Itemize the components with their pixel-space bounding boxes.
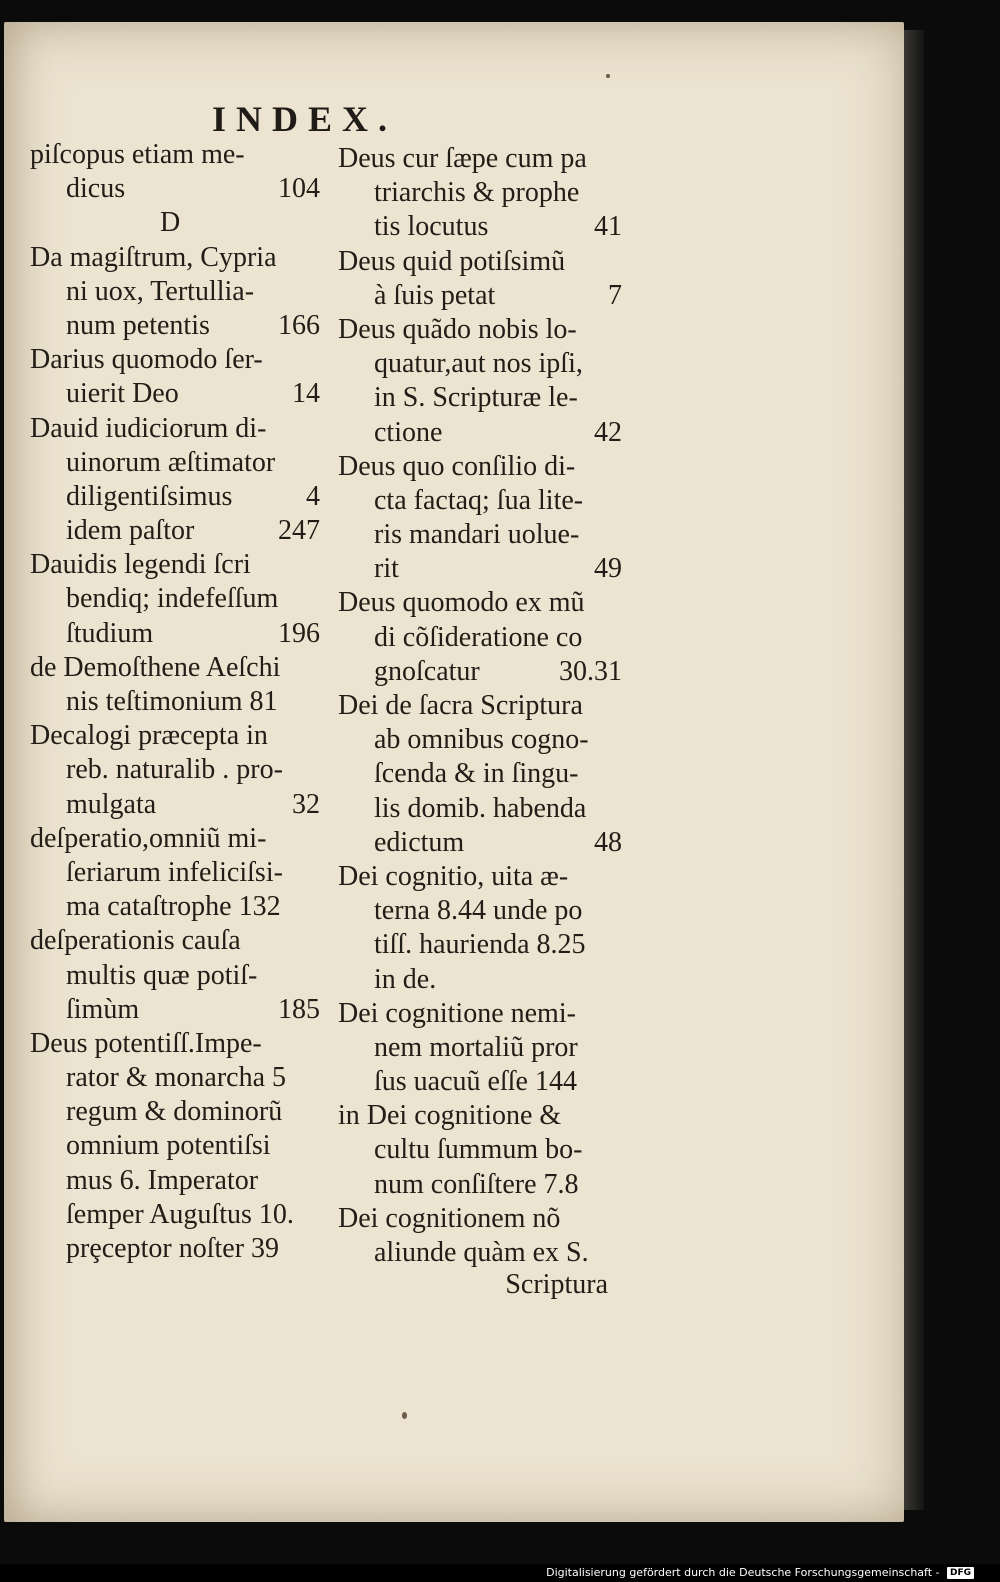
index-entry-line	[30, 241, 330, 275]
paper-speck	[402, 1412, 407, 1419]
entry-text: Deus cur ſæpe cum pa	[338, 143, 587, 174]
index-entry-line	[338, 552, 638, 586]
index-entry-line	[338, 997, 638, 1031]
index-entry-line	[338, 928, 638, 962]
entry-text: à ſuis petat	[374, 279, 496, 311]
digitization-footer	[0, 1564, 1000, 1582]
entry-text: ſus uacuũ eſſe 144	[374, 1066, 577, 1098]
page-reference: 32	[292, 788, 320, 820]
index-entry-line	[338, 723, 638, 757]
page-reference: 185	[278, 993, 320, 1025]
index-entry-line	[30, 548, 330, 582]
index-entry-line	[30, 822, 330, 856]
page-reference: 196	[278, 617, 320, 649]
page-reference: 104	[278, 173, 320, 205]
page-reference: 30.31	[559, 655, 622, 687]
index-entry-line	[338, 416, 638, 450]
index-entry-line	[338, 450, 638, 484]
entry-text: edictum	[374, 826, 465, 858]
entry-text: num petentis	[66, 309, 210, 341]
index-entry-line	[338, 313, 638, 347]
index-entry-line	[30, 856, 330, 890]
index-entry-line	[30, 138, 330, 172]
index-entry-line	[30, 446, 330, 480]
left-index-column	[30, 138, 330, 1266]
index-entry-line	[338, 142, 638, 176]
entry-text: cultu ſummum bo-	[374, 1134, 583, 1166]
catchword-block	[338, 1268, 638, 1302]
index-entry-line	[338, 1236, 638, 1270]
index-entry-line	[338, 1168, 638, 1202]
entry-text: cta factaq; ſua lite-	[374, 484, 584, 516]
page-reference: 7	[608, 279, 622, 311]
page-reference: 48	[594, 826, 622, 858]
entry-text: Deus quo conſilio di-	[338, 450, 576, 482]
page-reference: 247	[278, 515, 320, 547]
entry-text: Dei cognitio, uita æ-	[338, 860, 569, 892]
index-entry-line	[338, 655, 638, 689]
entry-text: lis domib. habenda	[374, 792, 587, 824]
entry-text: rit	[374, 553, 399, 585]
entry-text: uierit Deo	[66, 378, 179, 410]
page-reference: 42	[594, 416, 622, 448]
index-entry-line	[338, 484, 638, 518]
index-entry-line	[30, 1095, 330, 1129]
index-entry-line	[338, 279, 638, 313]
entry-text: ſimùm	[66, 993, 140, 1025]
index-entry-line	[30, 651, 330, 685]
entry-text: in de.	[374, 963, 437, 995]
entry-text: D	[160, 207, 181, 239]
entry-text: deſperationis cauſa	[30, 925, 241, 957]
entry-text: ab omnibus cogno-	[374, 724, 589, 756]
index-entry-line	[338, 210, 638, 244]
page-reference: 14	[292, 378, 320, 410]
entry-text: omnium potentiſsi	[66, 1130, 271, 1162]
index-entry-line	[30, 1027, 330, 1061]
entry-text: aliunde quàm ex S.	[374, 1237, 589, 1268]
index-entry-line	[338, 826, 638, 860]
entry-text: Da magiſtrum, Cypria	[30, 241, 277, 273]
entry-text: quatur,aut nos ipſi,	[374, 348, 583, 380]
index-entry-line	[30, 719, 330, 753]
entry-text: Deus quomodo ex mũ	[338, 587, 585, 619]
index-entry-line	[30, 480, 330, 514]
entry-text: rator & monarcha 5	[66, 1062, 287, 1094]
index-entry-line	[30, 1061, 330, 1095]
index-entry-line	[30, 753, 330, 787]
entry-text: ris mandari uolue-	[374, 519, 580, 551]
entry-text: Decalogi præcepta in	[30, 720, 268, 752]
index-entry-line	[338, 586, 638, 620]
entry-text: diligentiſsimus	[66, 480, 233, 512]
entry-text: bendiq; indefeſſum	[66, 583, 279, 615]
index-entry-line	[338, 245, 638, 279]
entry-text: Deus quid potiſsimũ	[338, 245, 566, 277]
entry-text: deſperatio,omniũ mi-	[30, 822, 267, 854]
entry-text: idem paſtor	[66, 515, 195, 547]
entry-text: dicus	[66, 173, 126, 205]
entry-text: Dei cognitione nemi-	[338, 997, 576, 1029]
index-entry-line	[30, 617, 330, 651]
entry-text: Dei cognitionem nõ	[338, 1202, 561, 1234]
entry-text: ma cataſtrophe 132	[66, 891, 281, 923]
dfg-logo: DFG	[947, 1567, 974, 1579]
index-entry-line	[30, 890, 330, 924]
index-entry-line	[338, 757, 638, 791]
entry-text: ſcenda & in ſingu-	[374, 758, 579, 790]
index-entry-line	[30, 275, 330, 309]
index-entry-line	[30, 993, 330, 1027]
index-entry-line	[30, 309, 330, 343]
entry-text: ſeriarum infeliciſsi-	[66, 856, 283, 888]
index-entry-line	[338, 381, 638, 415]
index-entry-line	[338, 1202, 638, 1236]
index-entry-line	[30, 343, 330, 377]
index-entry-line	[30, 514, 330, 548]
page-reference: 4	[306, 480, 320, 512]
entry-text: Dei de ſacra Scriptura	[338, 690, 583, 721]
index-entry-line	[30, 924, 330, 958]
entry-text: num conſiſtere 7.8	[374, 1168, 579, 1200]
index-entry-line	[338, 860, 638, 894]
entry-text: Deus potentiſſ.Impe-	[30, 1027, 262, 1059]
index-entry-line	[338, 1065, 638, 1099]
index-entry-line	[338, 1099, 638, 1133]
index-entry-line	[30, 1232, 330, 1266]
index-entry-line	[30, 685, 330, 719]
entry-text: Darius quomodo ſer-	[30, 344, 263, 376]
page-edge-shadow	[904, 30, 924, 1510]
entry-text: in S. Scripturæ le-	[374, 382, 578, 414]
entry-text: in Dei cognitione &	[338, 1100, 562, 1132]
index-entry-line	[30, 1129, 330, 1163]
index-entry-line	[30, 959, 330, 993]
entry-text: regum & dominorũ	[66, 1096, 283, 1128]
entry-text: multis quæ potiſ-	[66, 959, 258, 991]
entry-text: mulgata	[66, 788, 157, 820]
entry-text: triarchis & prophe	[374, 177, 580, 209]
entry-text: ſtudium	[66, 617, 154, 649]
index-entry-line	[338, 689, 638, 723]
index-entry-line	[338, 792, 638, 826]
index-entry-line	[30, 172, 330, 206]
index-entry-line	[30, 1164, 330, 1198]
index-entry-line	[338, 621, 638, 655]
entry-text: Dauid iudiciorum di-	[30, 412, 267, 444]
entry-text: ni uox, Tertullia-	[66, 275, 255, 307]
entry-text: uinorum æſtimator	[66, 446, 276, 478]
index-entry-line	[30, 377, 330, 411]
entry-text: di cõſideratione co	[374, 621, 583, 653]
entry-text: nis teſtimonium 81	[66, 686, 278, 717]
catchword: Scriptura	[505, 1269, 608, 1300]
entry-text: ſemper Auguſtus 10.	[66, 1198, 294, 1230]
entry-text: nem mortaliũ pror	[374, 1031, 578, 1063]
page-reference: 166	[278, 309, 320, 341]
entry-text: gnoſcatur	[374, 655, 480, 687]
entry-text: de Demoſthene Aeſchi	[30, 651, 281, 683]
index-entry-line	[338, 894, 638, 928]
entry-text: ctione	[374, 416, 443, 448]
page-reference: 41	[594, 211, 622, 243]
entry-text: Dauidis legendi ſcri	[30, 549, 251, 581]
entry-text: prȩceptor noſter 39	[66, 1233, 280, 1264]
index-heading: INDEX.	[212, 99, 398, 139]
paper-speck	[606, 74, 610, 78]
index-entry-line	[338, 963, 638, 997]
footer-credit: Digitalisierung gefördert durch die Deutsche Forschungsgemeinschaft -	[546, 1566, 940, 1579]
entry-text: Deus quãdo nobis lo-	[338, 313, 577, 345]
entry-text: piſcopus etiam me-	[30, 139, 245, 170]
entry-text: terna 8.44 unde po	[374, 895, 583, 927]
index-entry-line	[30, 788, 330, 822]
index-entry-line	[30, 412, 330, 446]
entry-text: mus 6. Imperator	[66, 1164, 259, 1196]
index-entry-line	[30, 1198, 330, 1232]
entry-text: tiſſ. haurienda 8.25	[374, 929, 586, 961]
index-entry-line	[30, 582, 330, 616]
section-letter	[30, 206, 330, 240]
entry-text: reb. naturalib . pro-	[66, 754, 283, 786]
index-entry-line	[338, 176, 638, 210]
index-entry-line	[338, 1133, 638, 1167]
index-entry-line	[338, 1031, 638, 1065]
entry-text: tis locutus	[374, 211, 489, 243]
index-entry-line	[338, 347, 638, 381]
index-entry-line	[338, 518, 638, 552]
right-index-column	[338, 142, 638, 1270]
page-reference: 49	[594, 553, 622, 585]
